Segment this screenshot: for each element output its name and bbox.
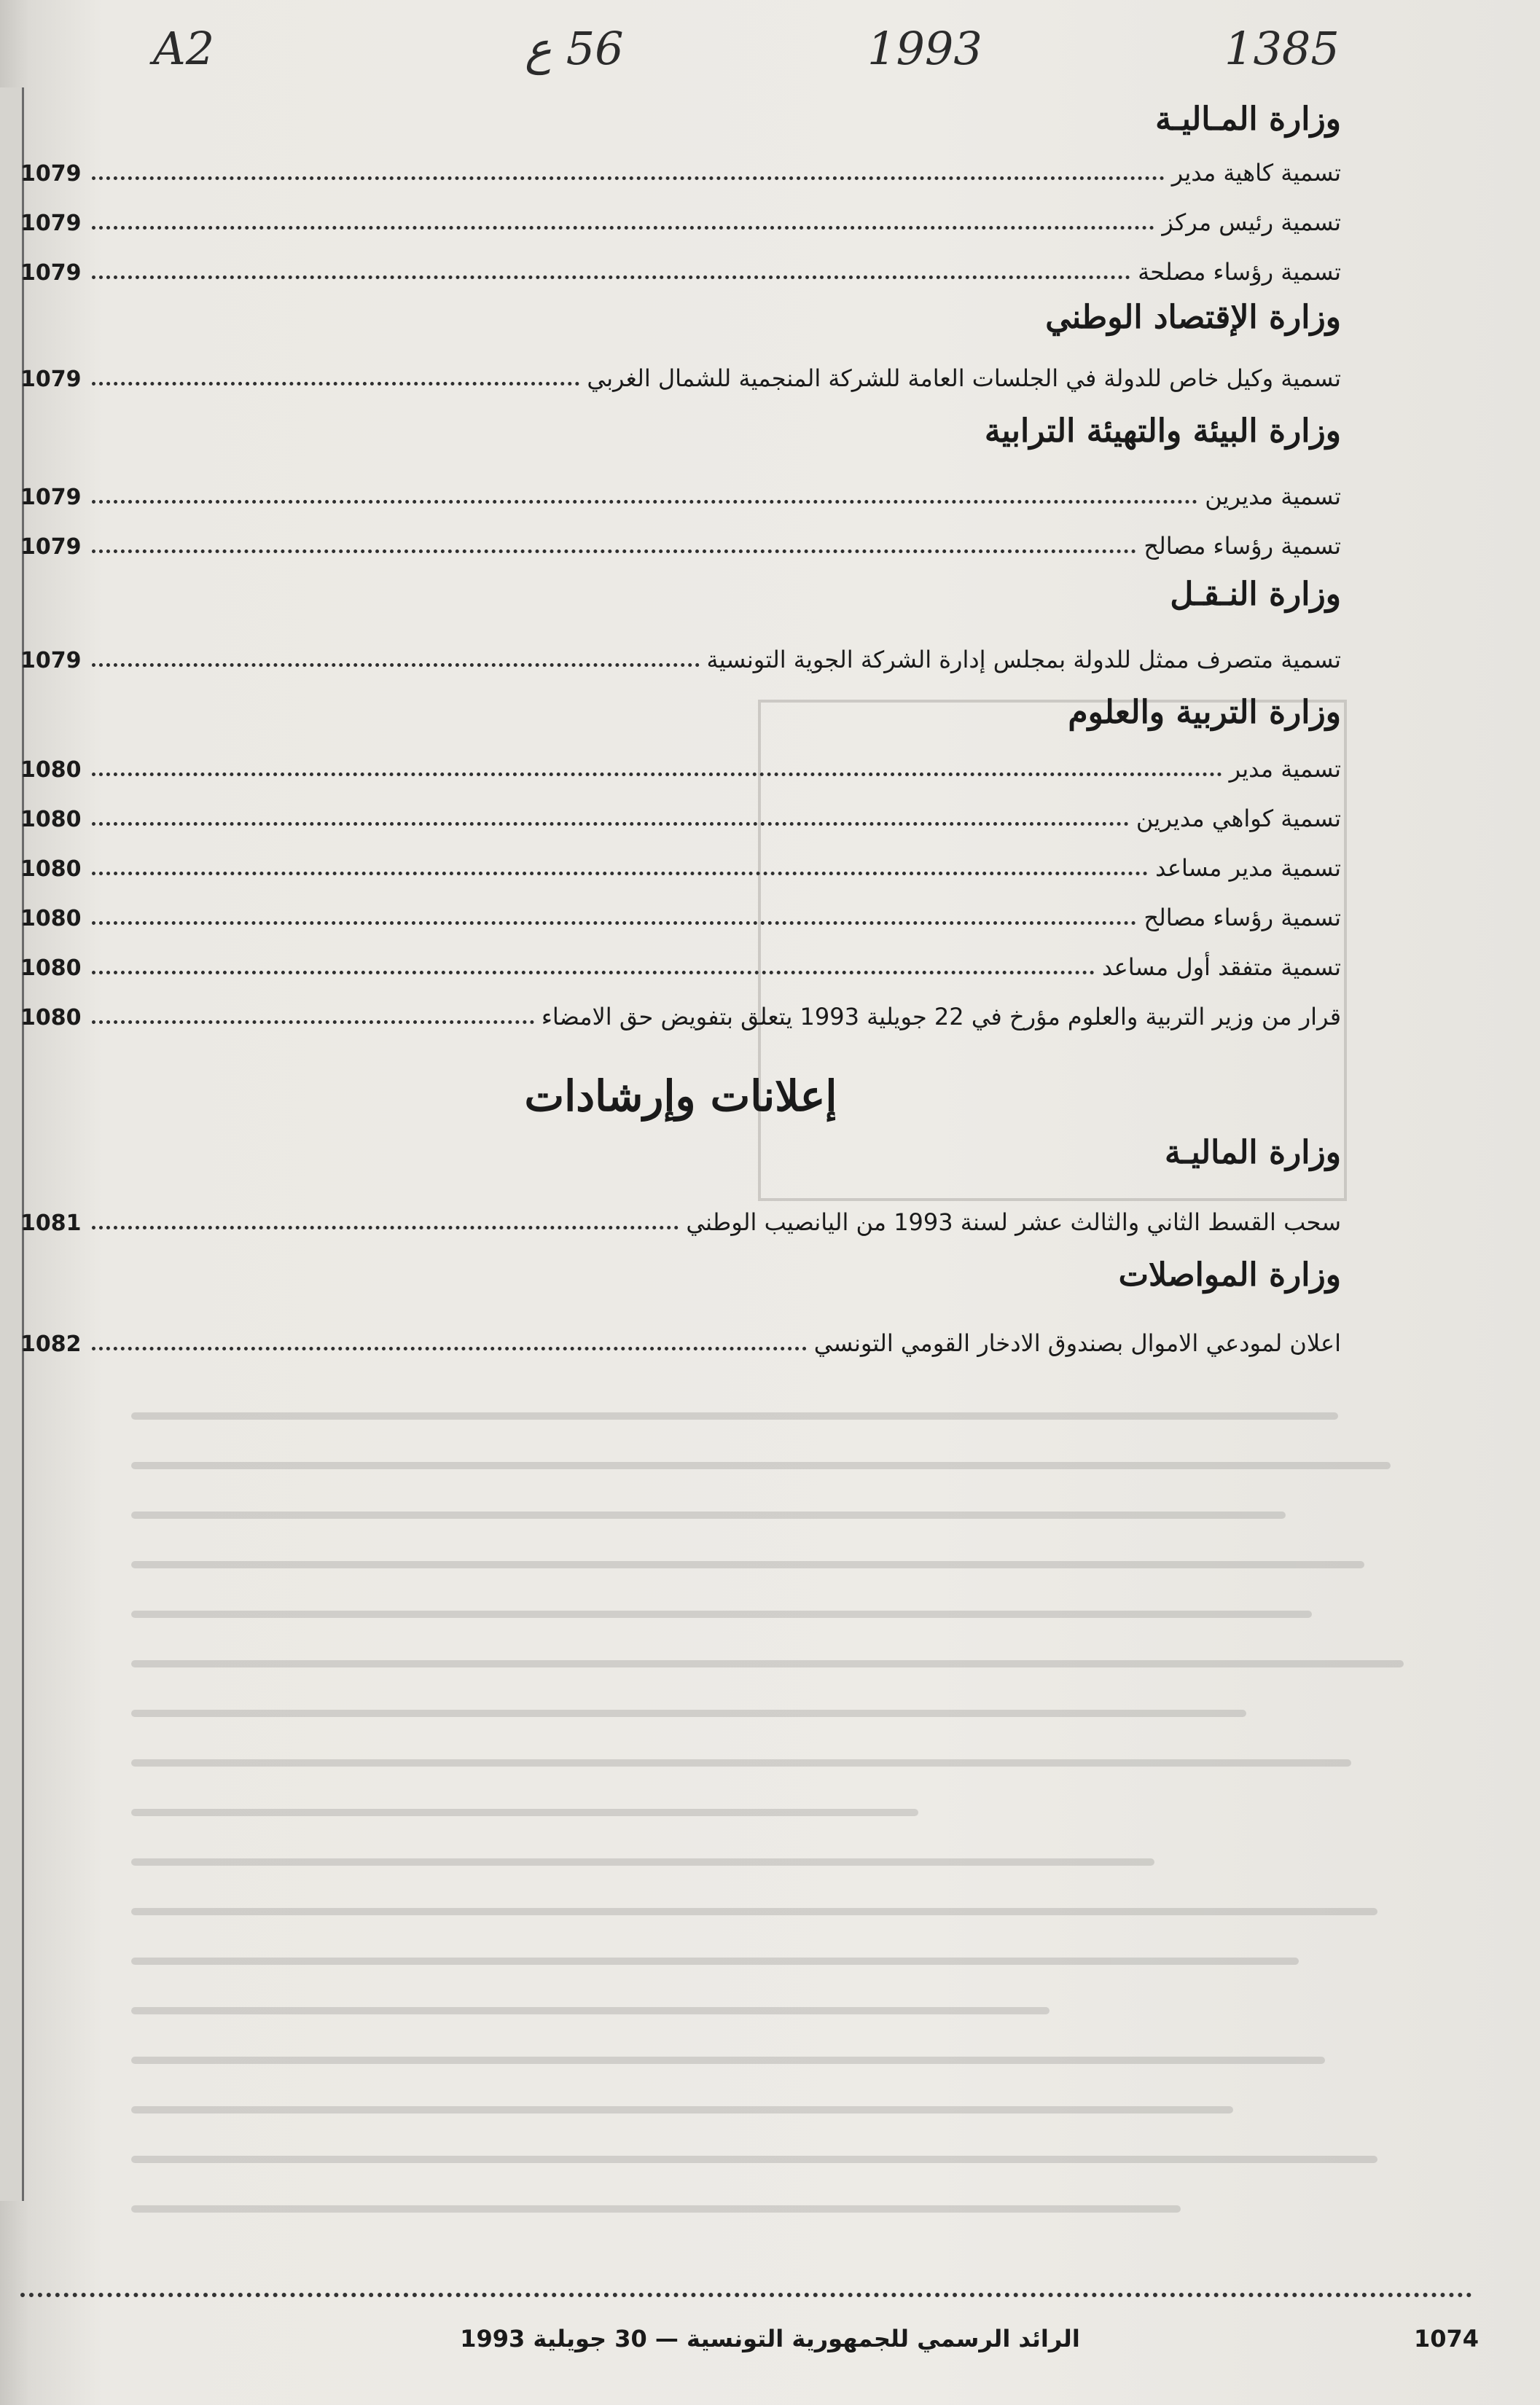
- entry-label: اعلان لمودعي الاموال بصندوق الادخار القومي التونسي: [813, 1329, 1341, 1357]
- announcements-title: إعلانات وإرشادات: [524, 1071, 837, 1121]
- entry-label: قرار من وزير التربية والعلوم مؤرخ في 22 جويلية 1993 يتعلق بتفويض حق الامضاء: [541, 1003, 1341, 1031]
- footer-publication: الرائد الرسمي للجمهورية التونسية — 30 جويلية 1993: [460, 2325, 1080, 2353]
- dot-leader: [92, 226, 1154, 230]
- entry-label: تسمية متصرف ممثل للدولة بمجلس إدارة الشركة الجوية التونسية: [706, 646, 1341, 673]
- entry-label: تسمية مدير: [1229, 755, 1341, 783]
- entry-page: 1079: [20, 260, 82, 286]
- dot-leader: [92, 822, 1129, 826]
- dot-leader: [92, 872, 1148, 875]
- toc-entry: [20, 204, 1341, 236]
- ministry-heading: وزارة المواصلات: [1118, 1256, 1341, 1294]
- handwritten-left-mark: A2: [153, 22, 215, 75]
- entry-page: 1079: [20, 211, 82, 236]
- ministry-heading: وزارة النـقـل: [1170, 576, 1341, 613]
- toc-entry: [20, 254, 1341, 286]
- toc-entry: [20, 360, 1341, 392]
- dot-leader: [92, 176, 1165, 180]
- entry-page: 1079: [20, 485, 82, 510]
- toc-entry: [20, 528, 1341, 560]
- entry-page: 1079: [20, 367, 82, 392]
- entry-page: 1080: [20, 955, 82, 981]
- handwritten-year-mark: 1993: [867, 22, 982, 75]
- ministry-heading: وزارة الإقتصاد الوطني: [1045, 299, 1341, 336]
- entry-label: تسمية كواهي مديرين: [1136, 805, 1341, 832]
- toc-entry: [20, 800, 1341, 832]
- ministry-heading: وزارة التربية والعلوم: [1068, 694, 1341, 731]
- dot-leader: [92, 663, 700, 667]
- ministry-heading: وزارة الماليـة: [1165, 1134, 1341, 1171]
- entry-label: تسمية رؤساء مصلحة: [1138, 258, 1341, 286]
- entry-page: 1080: [20, 757, 82, 783]
- dot-leader: [92, 921, 1136, 925]
- dot-leader: [92, 1020, 534, 1024]
- entry-label: تسمية مدير مساعد: [1155, 854, 1341, 882]
- ministry-heading: وزارة المـاليـة: [1155, 101, 1341, 138]
- entry-label: سحب القسط الثاني والثالث عشر لسنة 1993 من اليانصيب الوطني: [686, 1208, 1341, 1236]
- entry-page: 1081: [20, 1211, 82, 1236]
- entry-page: 1080: [20, 807, 82, 832]
- dot-leader: [92, 275, 1130, 279]
- bleed-through-text: [131, 1370, 1443, 2259]
- toc-entry: [20, 751, 1341, 783]
- handwritten-issue-mark: 56 ع: [525, 22, 624, 75]
- toc-entry: [20, 1325, 1341, 1357]
- toc-entry: [20, 949, 1341, 981]
- toc-entry: [20, 899, 1341, 931]
- entry-label: تسمية مديرين: [1205, 482, 1341, 510]
- dot-leader: [92, 971, 1095, 974]
- entry-label: تسمية متفقد أول مساعد: [1101, 953, 1341, 981]
- toc-entry: [20, 1204, 1341, 1236]
- dot-leader: [92, 1226, 679, 1229]
- entry-page: 1082: [20, 1331, 82, 1357]
- footer-rule: [20, 2293, 1472, 2297]
- handwritten-ref-mark: 1385: [1224, 22, 1340, 75]
- entry-label: تسمية رئيس مركز: [1162, 208, 1341, 236]
- toc-entry: [20, 155, 1341, 187]
- toc-entry: [20, 998, 1341, 1031]
- dot-leader: [92, 773, 1222, 776]
- entry-page: 1079: [20, 161, 82, 187]
- dot-leader: [92, 550, 1136, 553]
- entry-page: 1080: [20, 1005, 82, 1031]
- entry-label: تسمية وكيل خاص للدولة في الجلسات العامة للشركة المنجمية للشمال الغربي: [587, 364, 1341, 392]
- toc-entry: [20, 850, 1341, 882]
- footer-page-number: 1074: [1414, 2325, 1480, 2353]
- entry-label: تسمية كاهية مدير: [1171, 159, 1341, 187]
- entry-page: 1080: [20, 856, 82, 882]
- dot-leader: [92, 1347, 807, 1350]
- dot-leader: [92, 500, 1197, 504]
- entry-page: 1079: [20, 534, 82, 560]
- toc-entry: [20, 641, 1341, 673]
- binding-edge: [0, 87, 24, 2201]
- dot-leader: [92, 382, 579, 386]
- toc-entry: [20, 478, 1341, 510]
- ministry-heading: وزارة البيئة والتهيئة الترابية: [984, 412, 1341, 450]
- entry-page: 1080: [20, 906, 82, 931]
- entry-page: 1079: [20, 648, 82, 673]
- entry-label: تسمية رؤساء مصالح: [1144, 904, 1341, 931]
- entry-label: تسمية رؤساء مصالح: [1144, 532, 1341, 560]
